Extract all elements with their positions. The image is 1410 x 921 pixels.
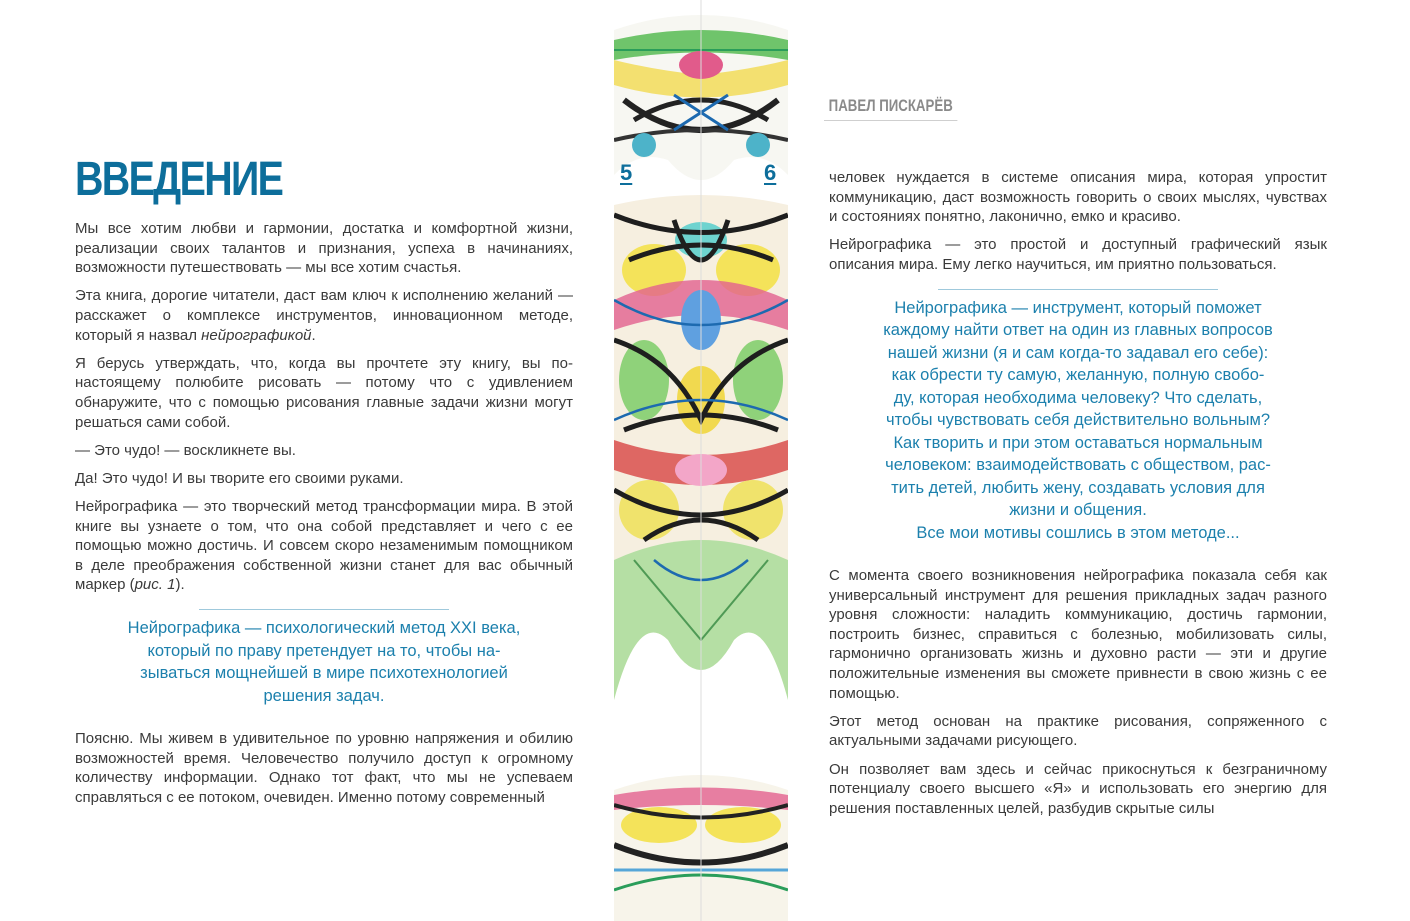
quote-line: жизни и общения.: [1009, 501, 1147, 520]
paragraph: Эта книга, дорогие читатели, даст вам ключ к исполнению желаний — расскажет о комплексе инструментов, инновационном методе, который я назвал нейрографикой.: [75, 287, 573, 344]
figure-reference: рис. 1: [134, 576, 176, 594]
paragraph: Этот метод основан на практике рисования, сопряженного с актуальными задачами рисующего.: [829, 712, 1327, 750]
quote-line: который по праву претендует на то, чтобы на-: [147, 641, 501, 660]
paragraph: Нейрографика — это простой и доступный графический язык описания мира. Ему легко научиться, им приятно пользоваться.: [829, 236, 1327, 273]
left-text-column: [75, 219, 573, 816]
paragraph: Да! Это чудо! И вы творите его своими руками.: [75, 469, 404, 487]
paragraph: Мы все хотим любви и гармонии, достатка и комфортной жизни, реализации своих талантов и признания, успеха в начинаниях, возможности путешествовать — мы все хотим счастья.: [75, 220, 573, 277]
paragraph: С момента своего возникновения нейрографика показала себя как универсальный инструмент для решения прикладных задач разного уровня сложности: наладить коммуникацию, достичь гармонии, построить бизнес, справиться с болезнью, мобилизовать силы, гармонично организовать жизнь и духовно расти — эти и другие положительные изменения вы сможете привнести в свою жизнь с ее помощью.: [829, 567, 1327, 702]
neurographic-drawing-icon: [614, 0, 788, 921]
quote-line: Как творить и при этом оставаться нормальным: [893, 433, 1263, 452]
quote-line: решения задач.: [263, 686, 385, 705]
page-number-left: 5: [620, 160, 633, 185]
quote-line: Все мои мотивы сошлись в этом методе...: [916, 523, 1240, 542]
pull-quote: [115, 609, 533, 707]
quote-line: каждому найти ответ на один из главных вопросов: [883, 321, 1273, 340]
paragraph: Поясню. Мы живем в удивительное по уровню напряжения и обилию возможностей время. Человечество получило доступ к огромному количеству информации. Однако тот факт, что мы не успеваем справляться с ее потоком, очевиден. Именно потому современный: [75, 730, 573, 806]
right-page: [788, 0, 1410, 921]
quote-line: тить детей, любить жену, создавать условия для: [891, 478, 1265, 497]
quote-line: зываться мощнейшей в мире психотехнологией: [140, 664, 508, 683]
paragraph: Я берусь утверждать, что, когда вы прочтете эту книгу, вы по-настоящему полюбите рисовать — потому что с удивлением обнаружите, что с помощью рисования главные задачи жизни могут решаться сами собой.: [75, 354, 573, 431]
quote-line: человеком: взаимодействовать с обществом, рас-: [885, 456, 1271, 475]
neurographic-drawing-strip: [614, 0, 788, 921]
quote-line: как обрести ту самую, желанную, полную свобо-: [891, 366, 1265, 385]
chapter-title: ВВЕДЕНИЕ: [75, 153, 283, 206]
quote-line: чтобы чувствовать себя действительно вольным?: [885, 411, 1271, 430]
paragraph: — Это чудо! — воскликнете вы.: [75, 441, 296, 459]
running-header-author: ПАВЕЛ ПИСКАРЁВ: [824, 94, 957, 121]
pull-quote: [871, 289, 1285, 545]
quote-line: ду, которая необходима человеку? Что сделать,: [893, 388, 1263, 407]
quote-line: нашей жизни (я и сам когда-то задавал его себе):: [887, 343, 1269, 362]
quote-line: Нейрографика — инструмент, который поможет: [894, 298, 1262, 317]
page-number-right: 6: [764, 160, 777, 185]
italic-term: нейрографикой: [201, 326, 312, 344]
quote-line: Нейрографика — психологический метод XXI века,: [127, 619, 521, 638]
paragraph: Он позволяет вам здесь и сейчас прикоснуться к безграничному потенциалу своего высшего «Я» и использовать его энергию для решения поставленных целей, разбудив скрытые силы: [829, 760, 1327, 817]
paragraph: человек нуждается в системе описания мира, которая упростит коммуникацию, даст возможность говорить о своих мыслях, чувствах и состояниях понятно, лаконично, емко и красиво.: [829, 169, 1327, 226]
left-page: [0, 0, 614, 921]
paragraph: Нейрографика — это творческий метод трансформации мира. В этой книге вы узнаете о том, что она собой представляет и чего с ее помощью можно достичь. И совсем скоро незаменимым помощником в деле преображения собственной жизни станет для вас обычный маркер (рис. 1).: [75, 498, 573, 594]
right-text-column: [829, 168, 1327, 827]
